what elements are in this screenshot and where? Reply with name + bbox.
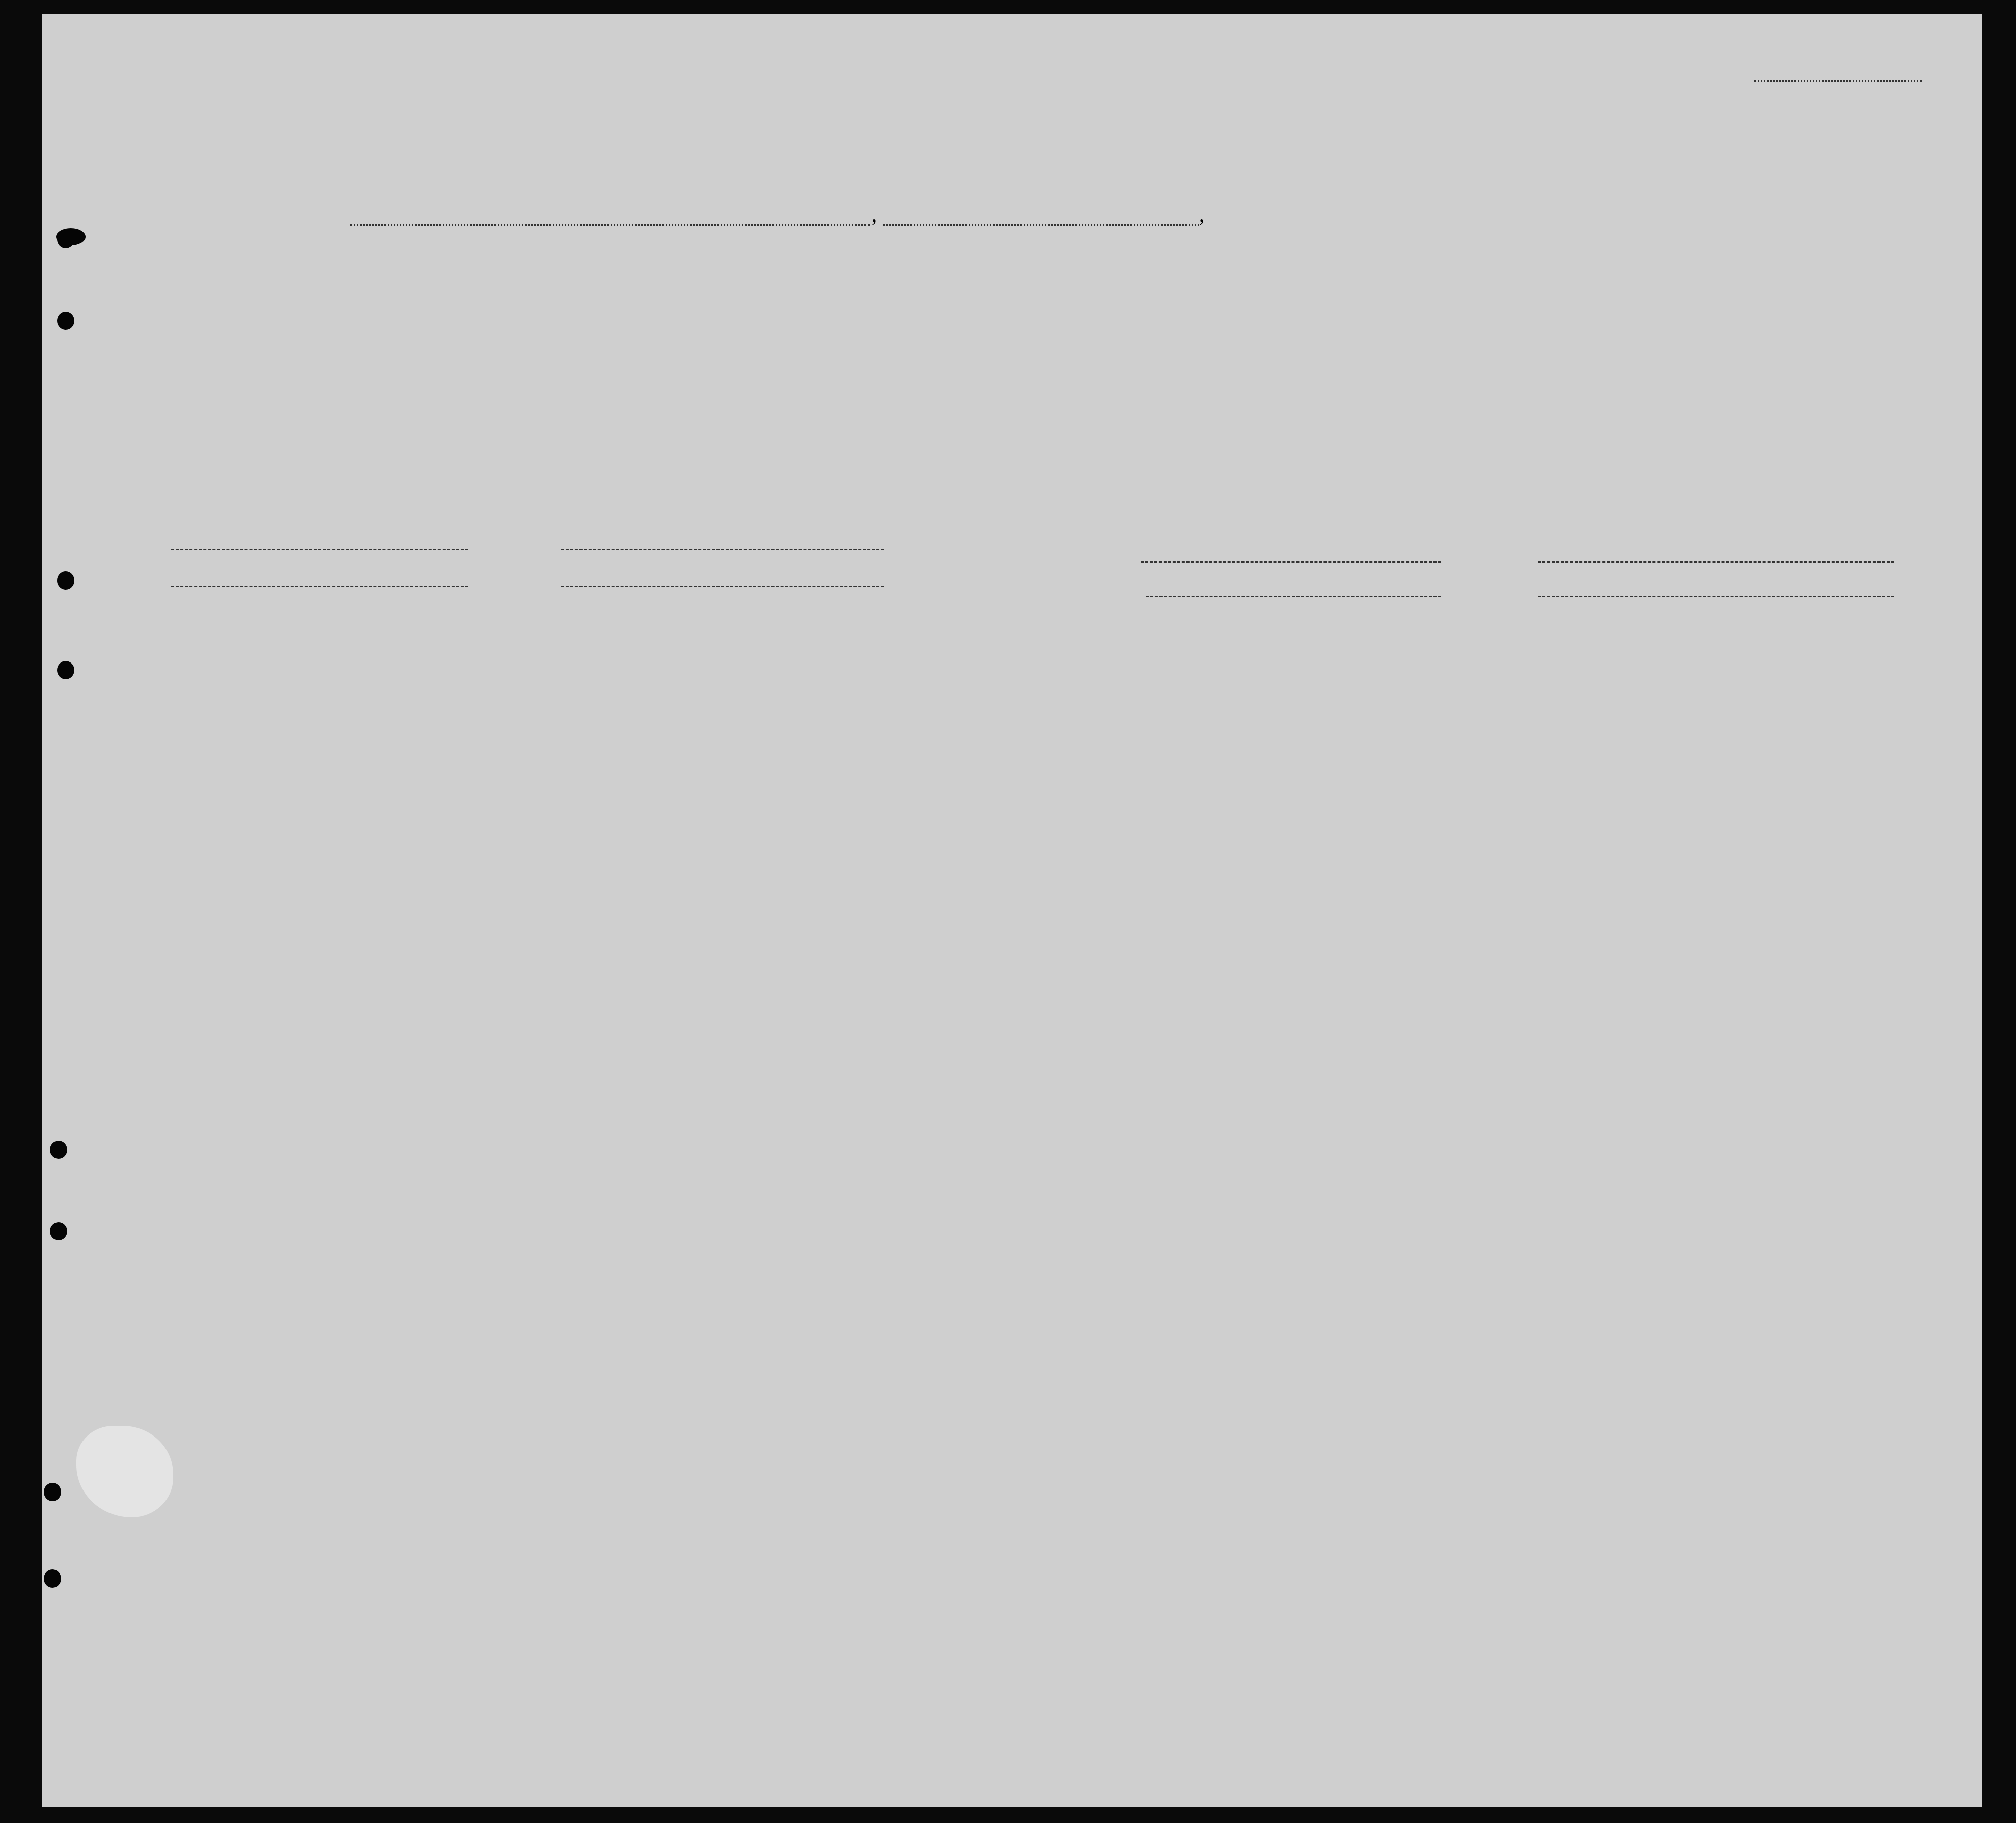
row4-dash-mid <box>561 586 884 587</box>
row4-dash-far <box>1538 596 1894 597</box>
row4-dash-left <box>171 586 468 587</box>
row3-dash-right <box>1141 561 1441 563</box>
row3-dash-far <box>1538 561 1894 563</box>
row3-dash-left <box>171 549 468 550</box>
row3-dash-mid <box>561 549 884 550</box>
row4-dash-right <box>1146 596 1441 597</box>
